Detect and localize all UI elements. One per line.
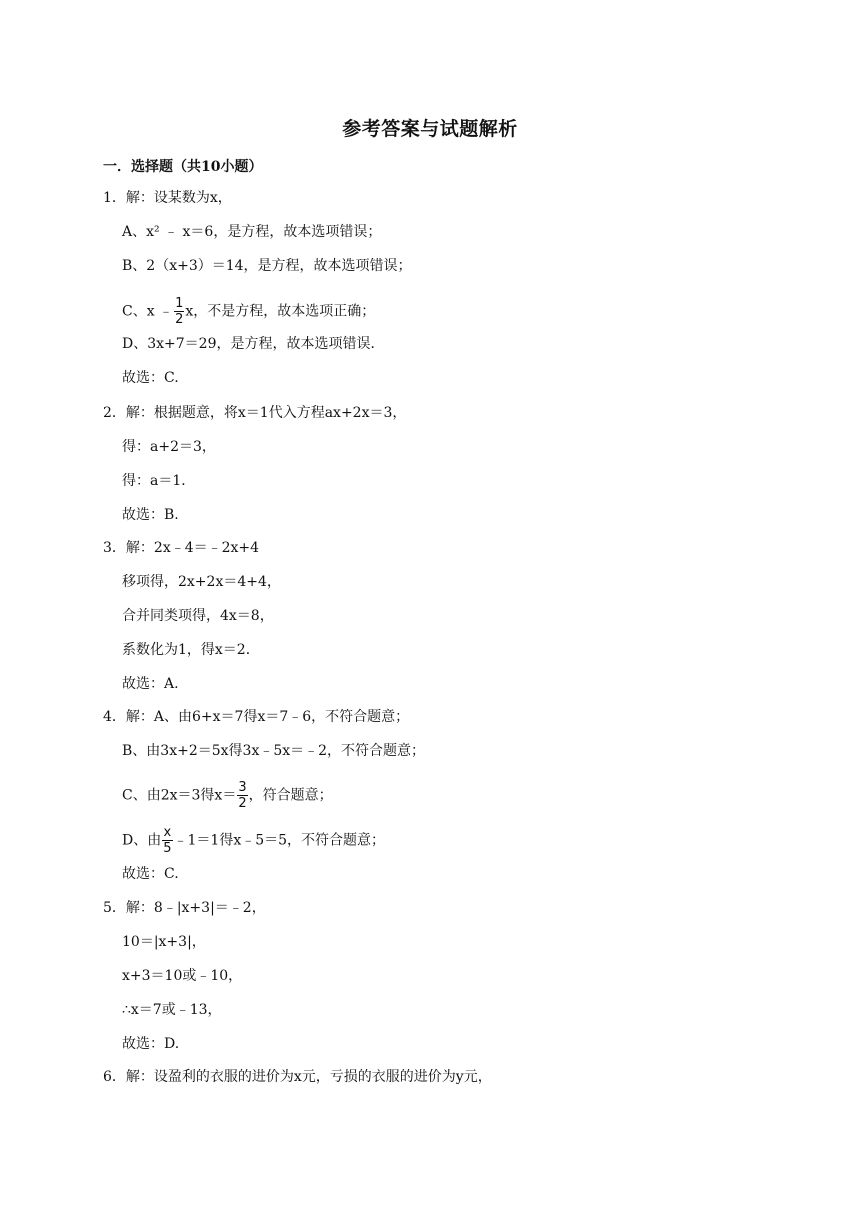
section-heading: 一．选择题（共10小题） [103, 159, 263, 175]
q3-step-2: 合并同类项得，4x＝8， [122, 608, 274, 624]
q2-head: 2．解：根据题意，将x＝1代入方程ax+2x＝3， [103, 405, 407, 421]
q1-head: 1．解：设某数为x， [103, 190, 232, 206]
q4-c-numerator: 3 [238, 780, 247, 795]
q1-c-numerator: 1 [175, 296, 184, 311]
q4-c-fraction [237, 780, 247, 811]
q4-d-denominator: 5 [163, 841, 172, 856]
q5-step-1: 10＝|x+3|， [122, 934, 206, 950]
q5-answer: 故选：D. [122, 1036, 180, 1052]
q3-head: 3．解：2x﹣4＝﹣2x+4 [103, 540, 260, 556]
q1-answer: 故选：C. [122, 370, 179, 386]
q6-head: 6．解：设盈利的衣服的进价为x元，亏损的衣服的进价为y元， [103, 1069, 492, 1085]
q4-d-post: ﹣1＝1得x﹣5＝5，不符合题意； [173, 832, 386, 849]
q4-option-d [122, 825, 385, 856]
q4-d-numerator: x [163, 825, 172, 840]
q4-c-denominator: 2 [238, 796, 247, 811]
q4-d-fraction [162, 825, 172, 856]
q5-step-2: x+3＝10或﹣10， [122, 968, 243, 984]
q4-d-pre: D、由 [122, 832, 162, 849]
q1-option-d: D、3x+7＝29，是方程，故本选项错误． [122, 336, 385, 352]
q5-head: 5．解：8﹣|x+3|＝﹣2， [103, 900, 266, 916]
q1-option-a: A、x² ﹣ x＝6，是方程，故本选项错误； [122, 224, 382, 240]
q1-c-post: x，不是方程，故本选项正确； [185, 303, 376, 320]
q4-c-pre: C、由2x＝3得x＝ [122, 787, 237, 804]
q1-option-c [122, 296, 375, 327]
page-title: 参考答案与试题解析 [342, 118, 518, 140]
q1-c-pre: C、x ﹣ [122, 303, 174, 320]
q1-c-fraction [174, 296, 184, 327]
q2-step-2: 得：a＝1． [122, 473, 196, 489]
q4-head: 4．解：A、由6+x＝7得x＝7﹣6，不符合题意； [103, 709, 410, 725]
q4-c-post: ，符合题意； [248, 787, 333, 804]
q4-answer: 故选：C. [122, 866, 179, 882]
q5-step-3: ∴x＝7或﹣13， [122, 1002, 222, 1018]
q2-answer: 故选：B. [122, 507, 179, 523]
q3-step-1: 移项得，2x+2x＝4+4， [122, 574, 281, 590]
q4-option-b: B、由3x+2＝5x得3x﹣5x＝﹣2，不符合题意； [122, 743, 426, 759]
q3-step-3: 系数化为1，得x＝2． [122, 642, 260, 658]
q1-c-denominator: 2 [175, 312, 184, 327]
q2-step-1: 得：a+2＝3， [122, 439, 216, 455]
q3-answer: 故选：A. [122, 676, 179, 692]
q1-option-b: B、2（x+3）＝14，是方程，故本选项错误； [122, 258, 412, 274]
q4-option-c [122, 780, 333, 811]
